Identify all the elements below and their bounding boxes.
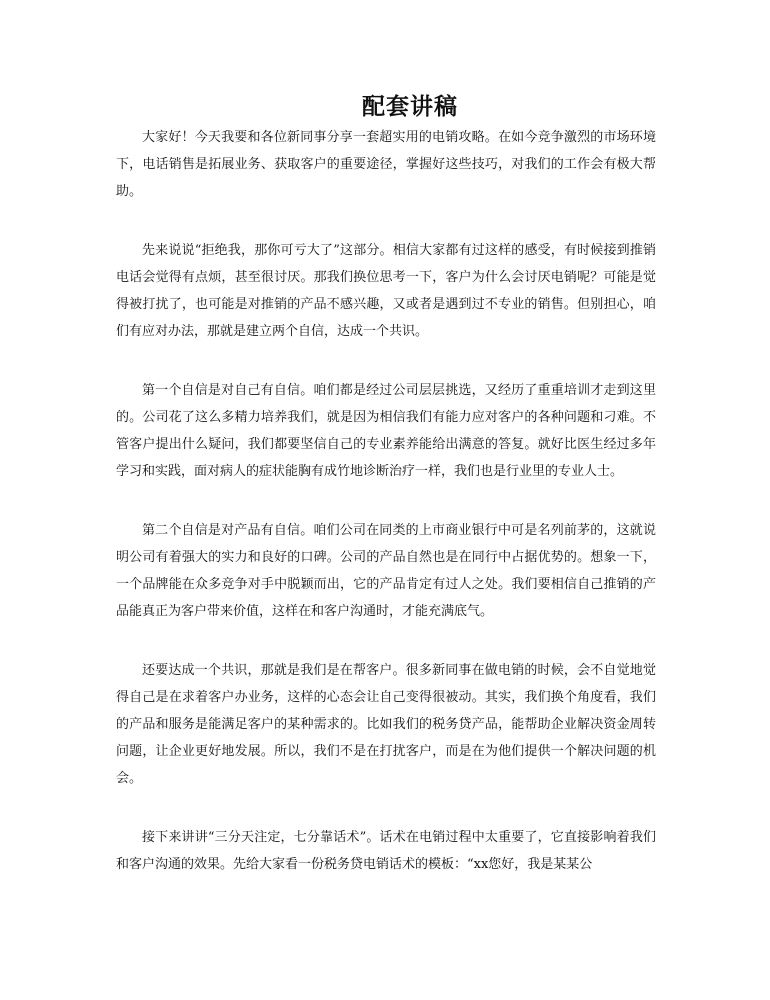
- document-title: 配套讲稿: [362, 93, 458, 120]
- paragraph: 接下来讲讲“三分天注定，七分靠话术”。话术在电销过程中太重要了，它直接影响着我们和客户沟通的效果。先给大家看一份税务贷电销话术的模板：“xx您好，我是某某公: [116, 830, 656, 872]
- document-body: [116, 124, 656, 910]
- paragraph: 先来说说“拒绝我，那你可亏大了”这部分。相信大家都有过这样的感受，有时候接到推销电话会觉得有点烦，甚至很讨厌。那我们换位思考一下，客户为什么会讨厌电销呢？可能是觉得被打扰了，也可能是对推销的产品不感兴趣，又或者是遇到过不专业的销售。但别担心，咱们有应对办法，那就是建立两个自信，达成一个共识。: [116, 243, 656, 339]
- paragraph: 第一个自信是对自己有自信。咱们都是经过公司层层挑选，又经历了重重培训才走到这里的。公司花了这么多精力培养我们，就是因为相信我们有能力应对客户的各种问题和刁难。不管客户提出什么疑问，我们都要坚信自己的专业素养能给出满意的答复。就好比医生经过多年学习和实践，面对病人的症状能胸有成竹地诊断治疗一样，我们也是行业里的专业人士。: [116, 383, 656, 479]
- paragraph: 第二个自信是对产品有自信。咱们公司在同类的上市商业银行中可是名列前茅的，这就说明公司有着强大的实力和良好的口碑。公司的产品自然也是在同行中占据优势的。想象一下，一个品牌能在众多竞争对手中脱颖而出，它的产品肯定有过人之处。我们要相信自己推销的产品能真正为客户带来价值，这样在和客户沟通时，才能充满底气。: [116, 523, 656, 619]
- paragraph: 还要达成一个共识，那就是我们是在帮客户。很多新同事在做电销的时候，会不自觉地觉得自己是在求着客户办业务，这样的心态会让自己变得很被动。其实，我们换个角度看，我们的产品和服务是能满足客户的某种需求的。比如我们的税务贷产品，能帮助企业解决资金周转问题，让企业更好地发展。所以，我们不是在打扰客户，而是在为他们提供一个解决问题的机会。: [116, 663, 656, 786]
- paragraph: 大家好！今天我要和各位新同事分享一套超实用的电销攻略。在如今竞争激烈的市场环境下，电话销售是拓展业务、获取客户的重要途径，掌握好这些技巧，对我们的工作会有极大帮助。: [116, 130, 656, 199]
